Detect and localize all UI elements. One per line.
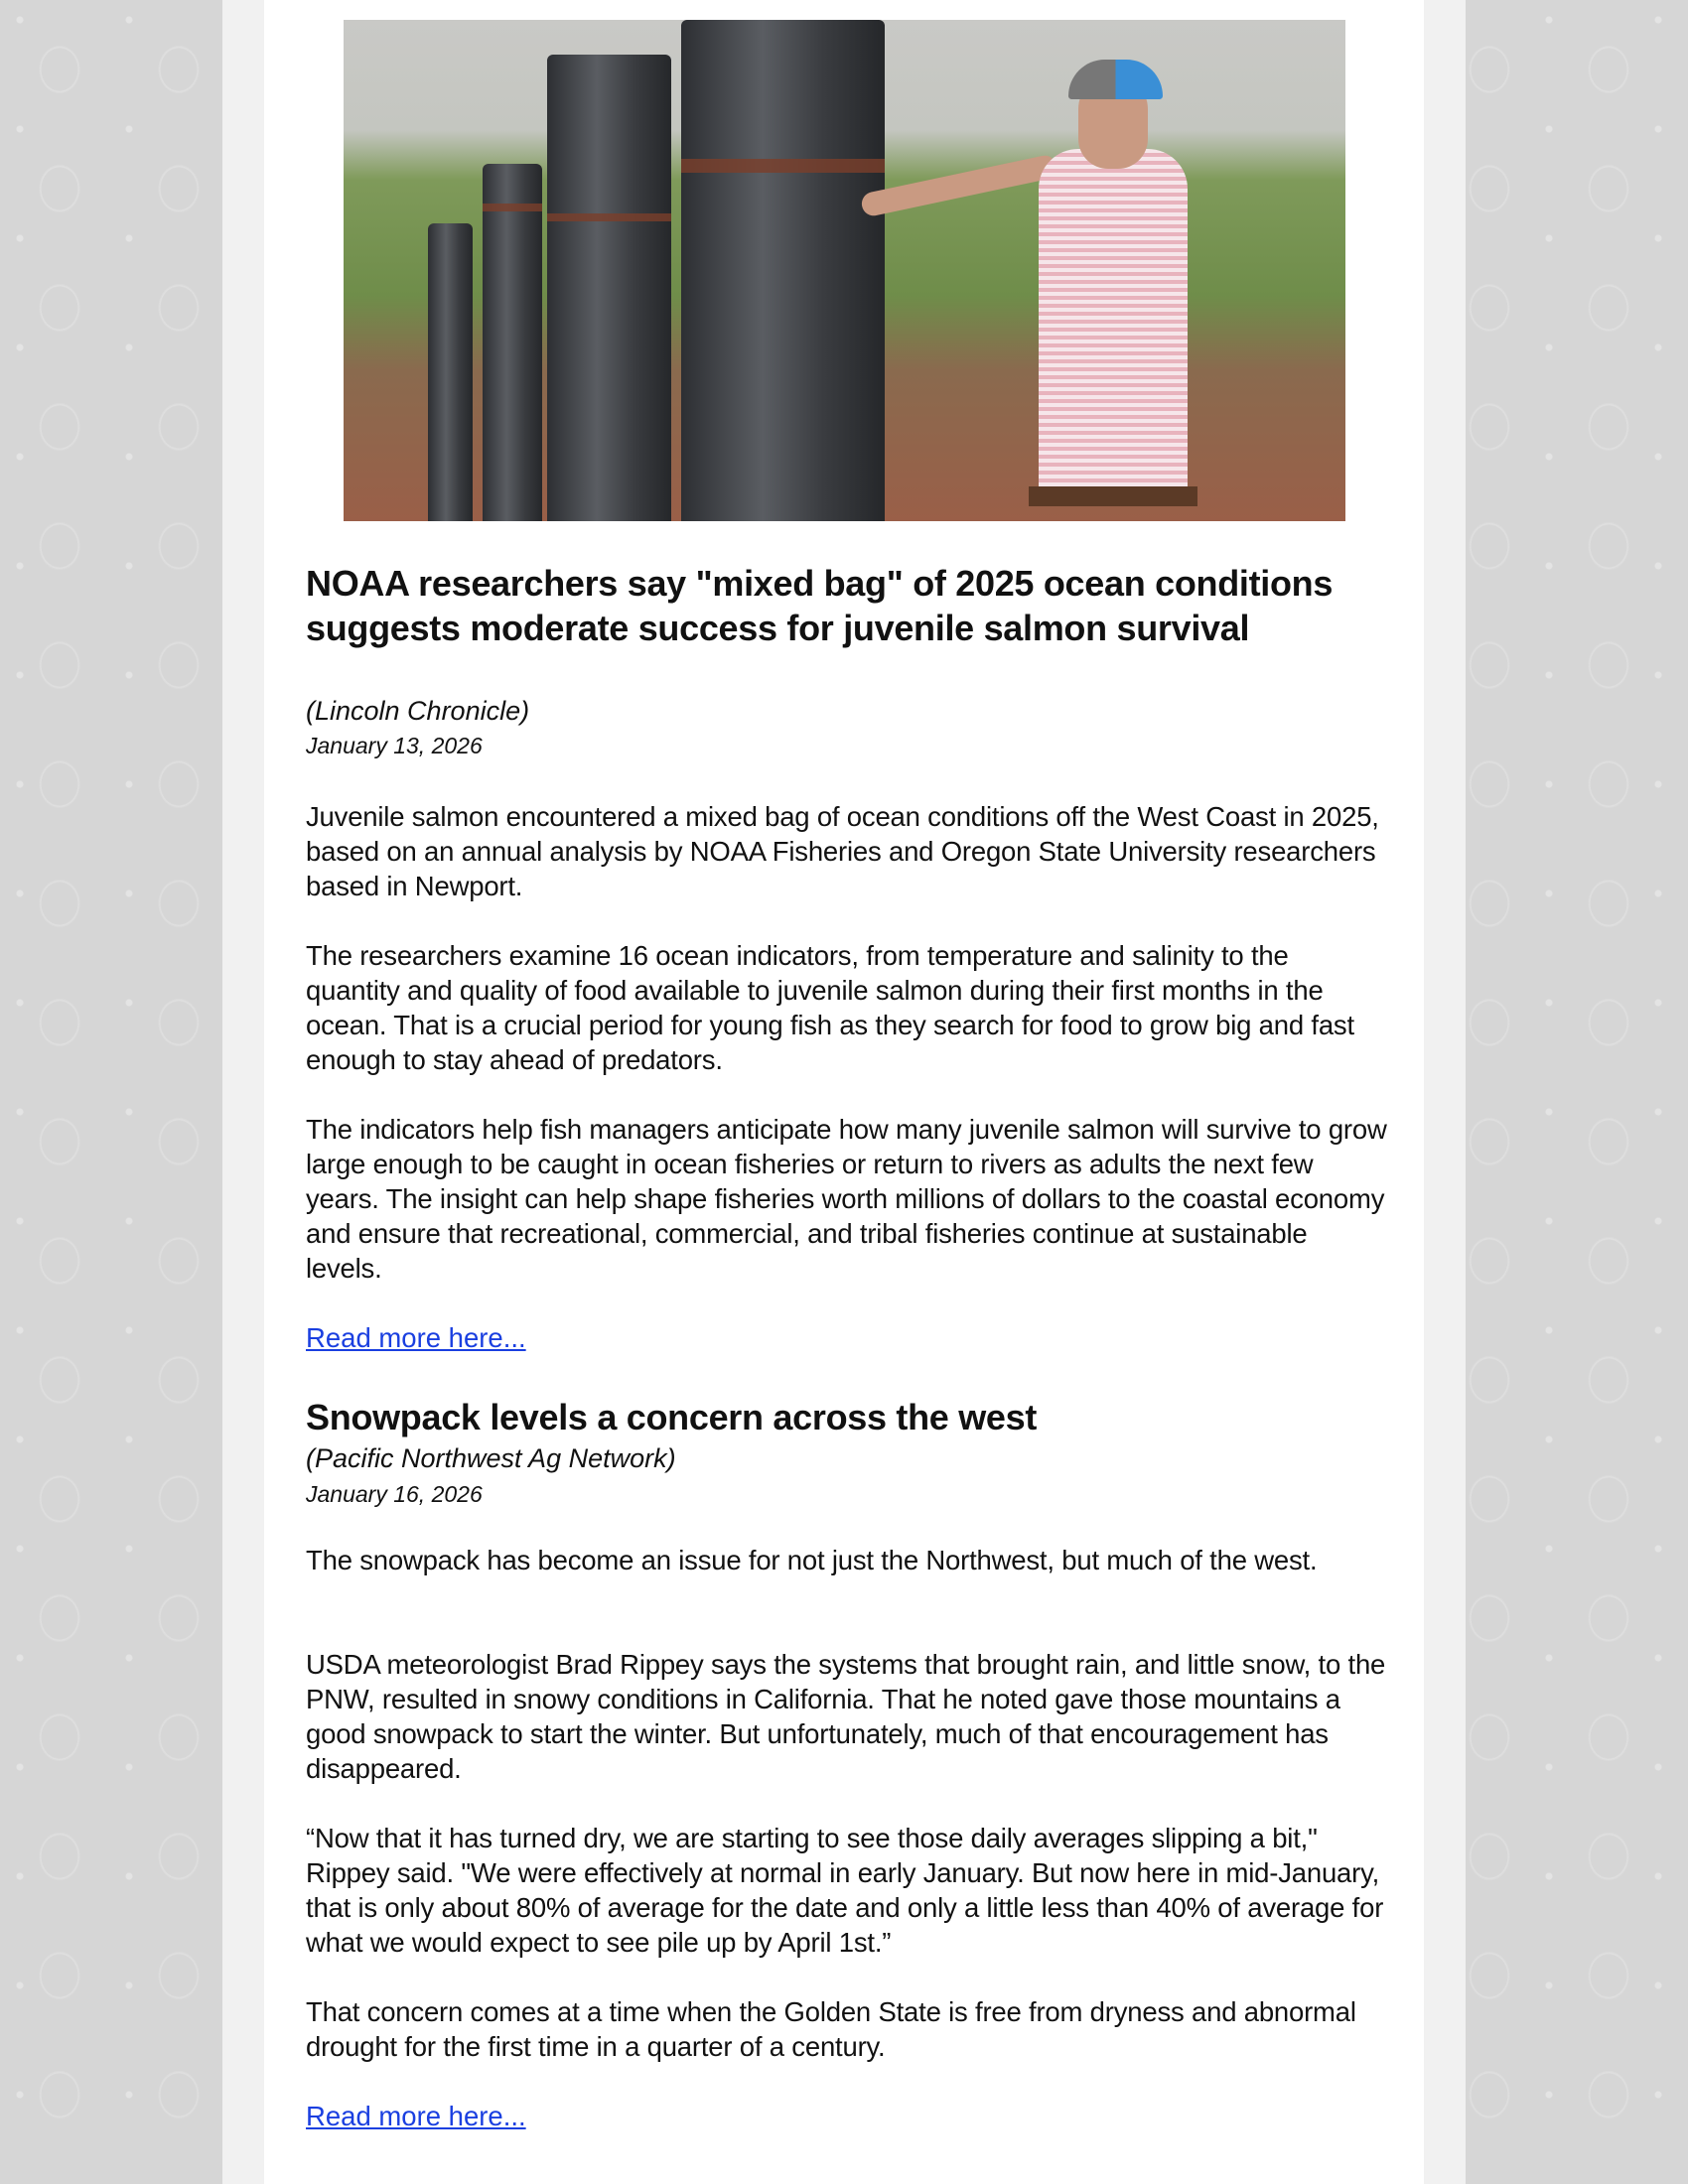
article-photo: [344, 20, 1345, 521]
article-source: (Pacific Northwest Ag Network): [306, 1443, 676, 1473]
article-paragraph: The indicators help fish managers anticipate how many juvenile salmon will survive to grow large enough to be caught in ocean fisheries or return to rivers as adults the next few years. The insight can help shape fisheries worth millions of dollars to the coastal economy and ensure that recreational, commercial, and tribal fisheries continue at sustainable levels.: [306, 1114, 1387, 1284]
article-paragraph: The snowpack has become an issue for not just the Northwest, but much of the west.: [306, 1545, 1318, 1575]
pipe-pillar: [547, 55, 671, 521]
read-more-link[interactable]: Read more here...: [306, 1322, 526, 1353]
newsletter-content: [264, 0, 1424, 2184]
pipe-pillar: [681, 20, 885, 521]
article-source: (Lincoln Chronicle): [306, 696, 530, 726]
pipe-pillar: [428, 223, 473, 521]
read-more-link[interactable]: Read more here...: [306, 2101, 526, 2131]
person-arm: [860, 153, 1059, 217]
article-paragraph: The researchers examine 16 ocean indicators, from temperature and salinity to the quantity and quality of food available to juvenile salmon during their first months in the ocean. That is a crucial period for young fish as they search for food to grow big and fast enough to stay ahead of predators.: [306, 940, 1354, 1075]
person: [1039, 149, 1188, 506]
person-belt: [1029, 486, 1197, 506]
person-cap: [1068, 60, 1163, 99]
article-title: Snowpack levels a concern across the west: [306, 1397, 1038, 1437]
article-date: January 13, 2026: [306, 733, 483, 758]
article-paragraph: Juvenile salmon encountered a mixed bag of ocean conditions off the West Coast in 2025, based on an annual analysis by NOAA Fisheries and Oregon State University researchers based in Newport.: [306, 801, 1379, 901]
article-paragraph: “Now that it has turned dry, we are starting to see those daily averages slipping a bit," Rippey said. "We were effectively at normal in early January. But now here in mid-January, that is only about 80% of average for the date and only a little less than 40% of average for what we would expect to see pile up by April 1st.”: [306, 1823, 1384, 1958]
article-paragraph: USDA meteorologist Brad Rippey says the systems that brought rain, and little snow, to the PNW, resulted in snowy conditions in California. That he noted gave those mountains a good snowpack to start the winter. But unfortunately, much of that encouragement has disappeared.: [306, 1649, 1386, 1784]
article-title: NOAA researchers say "mixed bag" of 2025 ocean conditions suggests moderate success for juvenile salmon survival: [306, 563, 1334, 648]
article-paragraph: That concern comes at a time when the Golden State is free from dryness and abnormal drought for the first time in a quarter of a century.: [306, 1996, 1356, 2062]
article-date: January 16, 2026: [306, 1481, 483, 1507]
pipe-pillar: [483, 164, 542, 521]
